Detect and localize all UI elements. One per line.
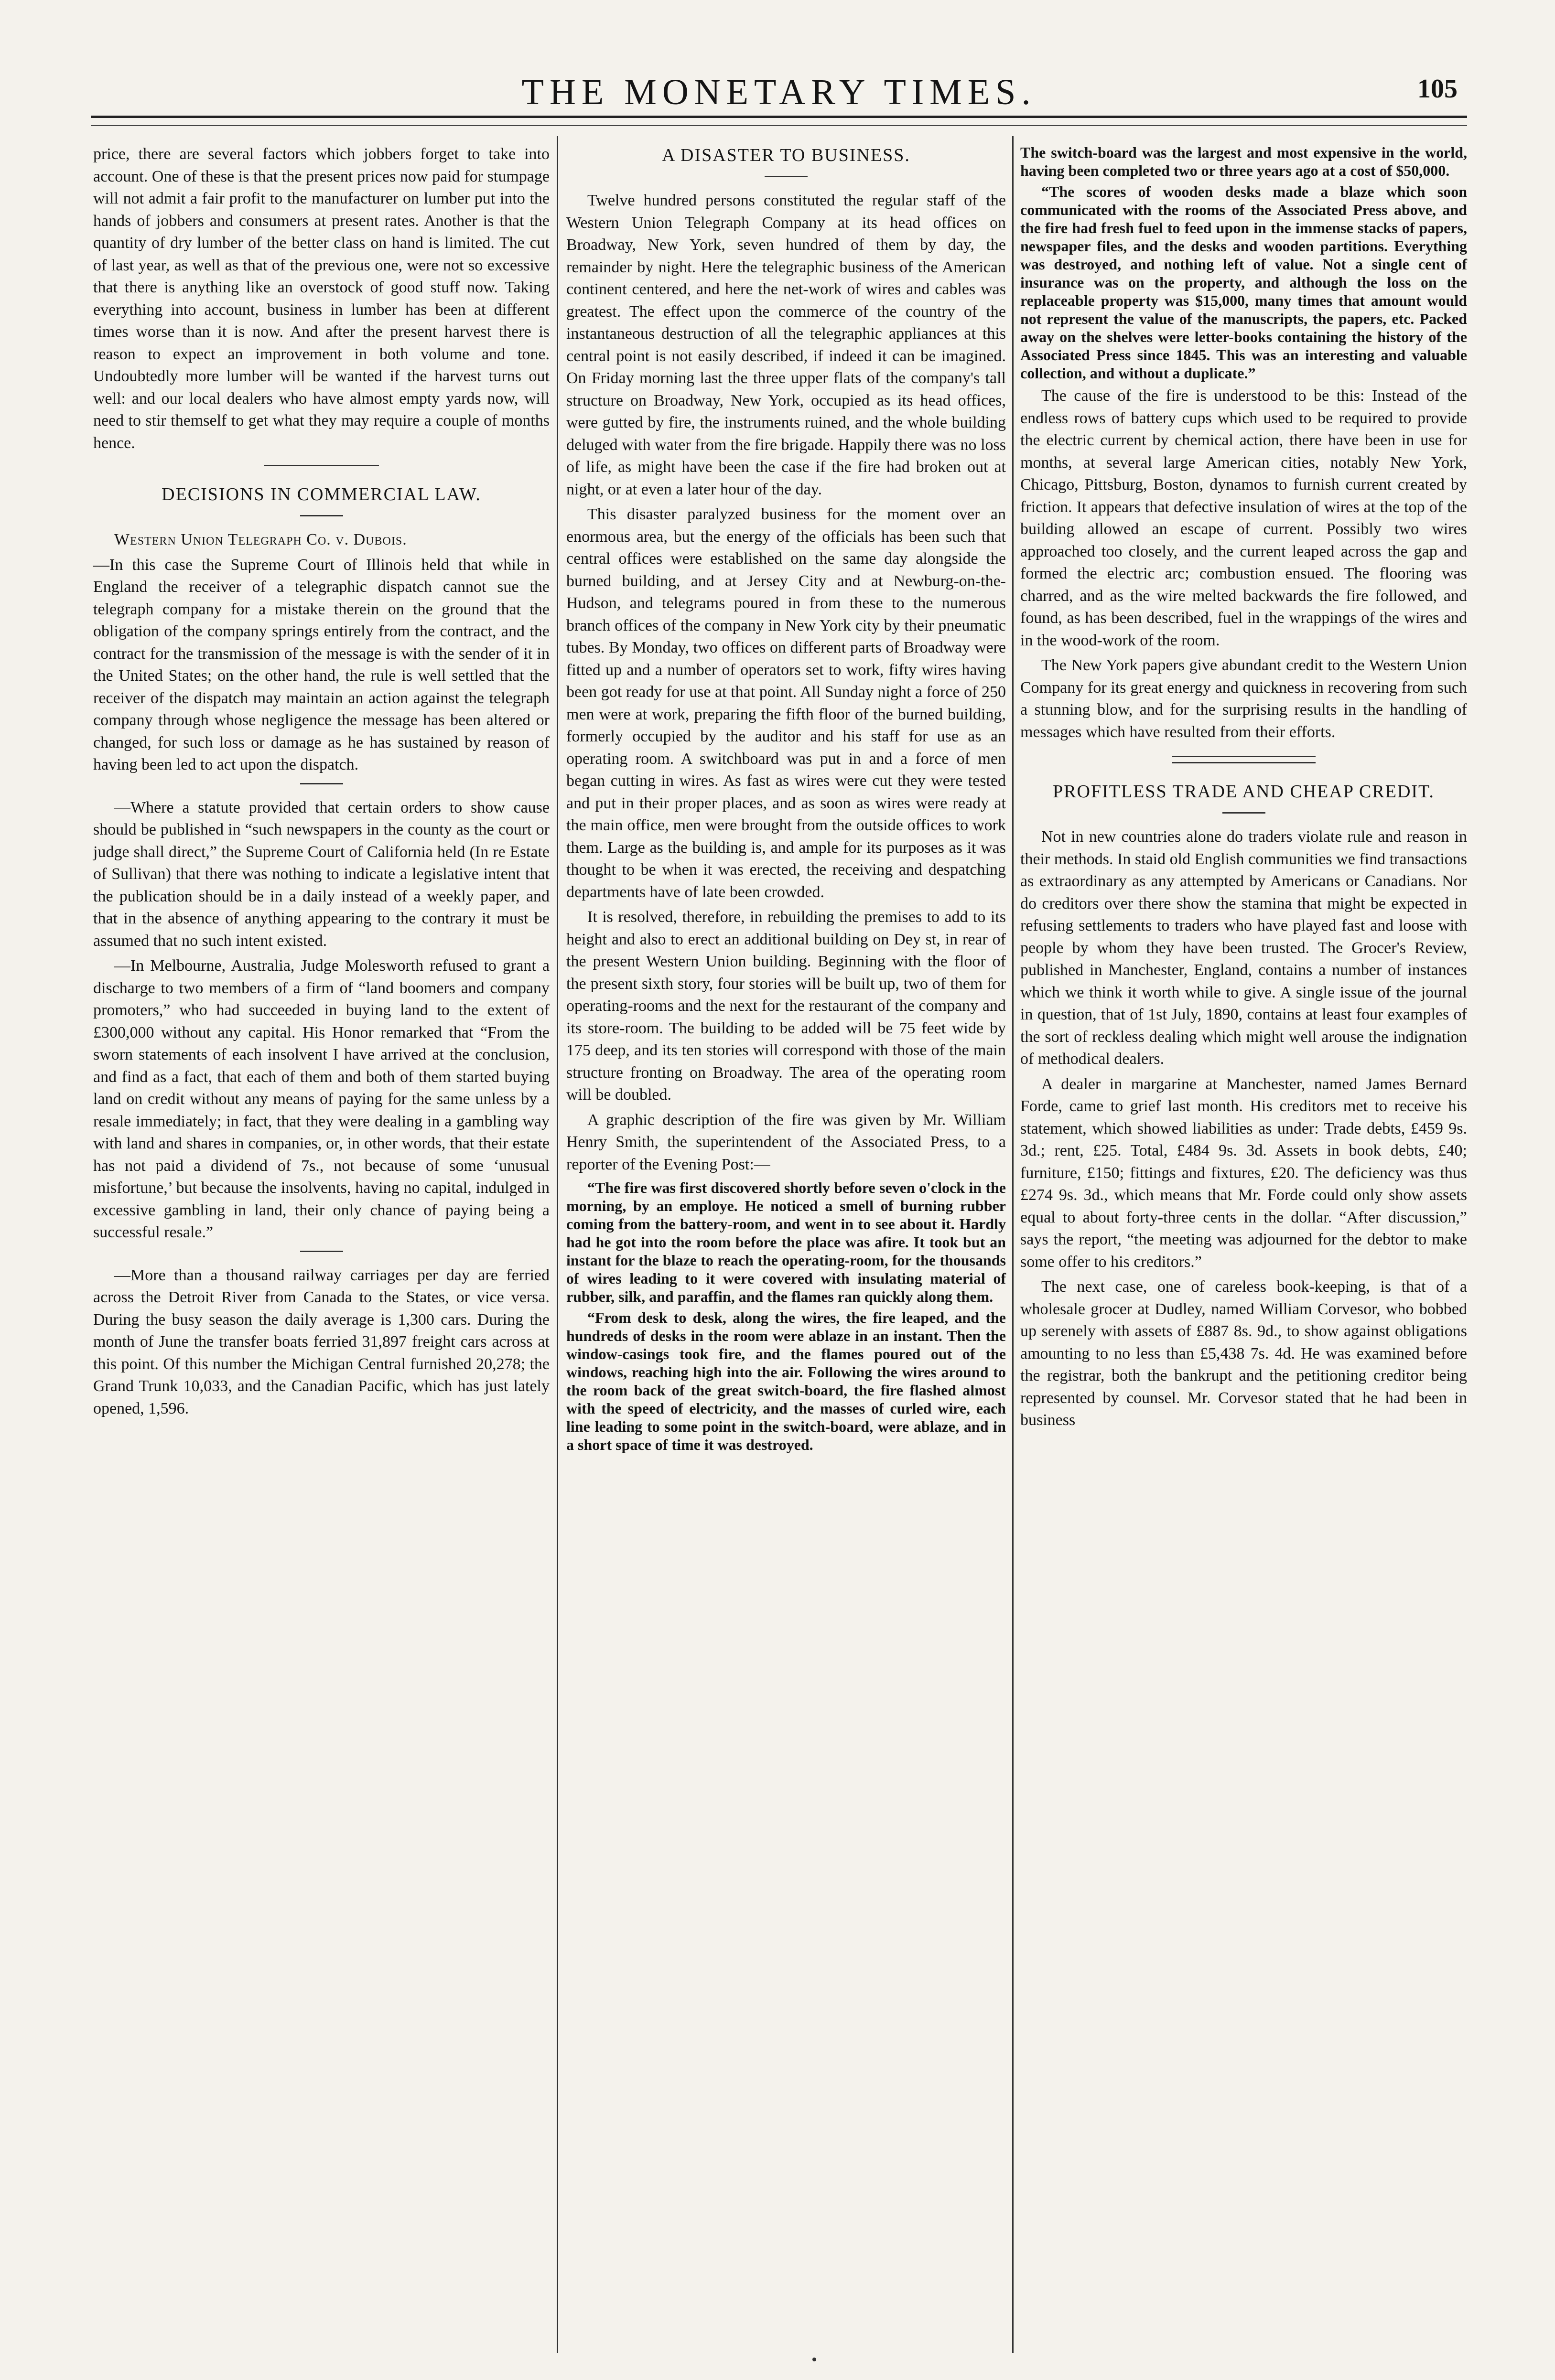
masthead-title: THE MONETARY TIMES. [521,72,1037,112]
separator-short [300,1251,343,1252]
separator-short [765,176,808,177]
col2-paragraph: Twelve hundred persons constituted the regular staff of the Western Union Telegraph Company at its head offices on Broadway, New York, seven hundred of them by day, the remainder by night. Here the telegraphic business of the American continent centered, and here the net-work of wires and cables was greatest. The effect upon the commerce of the country of the instantaneous destruction of all the telegraphic appliances at this central point is not easily described, if indeed it can be imagined. On Friday morning last the three upper flats of the company's tall structure on Broadway, New York, occupied as its head offices, were gutted by fire, the instruments ruined, and the whole building deluged with water from the fire brigade. Happily there was no loss of life, as might have been the case if the fire had broken out at night, or at even a later hour of the day. [566,192,1006,498]
col1-paragraph: price, there are several factors which jobbers forget to take into account. One of these is that the present prices now paid for stumpage will not admit a fair profit to the manufacturer on lumber put into the hands of jobbers and consumers at present rates. Another is that the quantity of dry lumber of the better class on hand is limited. The cut of last year, as well as that of the previous one, were not so excessive that there is anything like an overstock of good stuff now. Taking everything into account, business in lumber has been at different times worse than it is now. And after the present harvest there is reason to expect an improvement in both volume and tone. Undoubtedly more lumber will be wanted if the harvest turns out well: and our local dealers who have almost empty yards now, will need to stir themself to get what they may require a couple of months hence. [93,145,550,452]
separator [264,465,379,466]
col1-paragraph: —In this case the Supreme Court of Illinois held that while in England the receiver of a telegraphic dispatch cannot sue the telegraph company for a mistake therein on the ground that the obligation of the company springs entirely from the contract, and the contract for the transmission of the message is with the sender of it in the United States; on the other hand, the rule is well settled that the receiver of the dispatch may maintain an action against the telegraph company through whose negligence the message has been altered or changed, for such loss or damage as he has sustained by reason of having been led to act upon the dispatch. [93,556,550,773]
col1-paragraph: —In Melbourne, Australia, Judge Molesworth refused to grant a discharge to two members of a firm of “land boomers and company promoters,” who had succeeded in buying land to the extent of £300,000 without any capital. His Honor remarked that “From the sworn statements of each insolvent I have arrived at the conclusion, and find as a fact, that each of them and both of them started buying land on credit without any means of paying for the same unless by a resale immediately; in fact, that they were dealing in a gambling way with land and shares in companies, or, in other words, that their estate has not paid a dividend of 7s., not because of some ‘unusual misfortune,’ but because the insolvents, having no capital, indulged in excessive gambling in land, their only chance of paying being a successful resale.” [93,957,550,1241]
quoted-paragraph: “The fire was first discovered shortly before seven o'clock in the morning, by an employe. He noticed a smell of burning rubber coming from the battery-room, and went in to see about it. Hardly had he got into the room before the place was afire. It took but an instant for the blaze to reach the operating-room, for the thousands of wires leading to it were covered with insulating material of rubber, silk, and paraffin, and the flames ran quickly along them. [566,1179,1006,1305]
col3-paragraph: The next case, one of careless book-keeping, is that of a wholesale grocer at Dudley, named William Corvesor, who bobbed up serenely with assets of £887 8s. 9d., to show against obligations amounting to no less than £5,438 7s. 4d. He was examined before the registrar, both the bankrupt and the petitioning creditor being represented by counsel. Mr. Corvesor stated that he had been in business [1020,1278,1467,1429]
col2-paragraph: A graphic description of the fire was given by Mr. William Henry Smith, the superintendent of the Associated Press, to a reporter of the Evening Post:— [566,1111,1006,1173]
double-separator [1172,756,1316,763]
column-rule-2 [1012,136,1014,2353]
separator-short [300,783,343,784]
separator-short [1222,812,1265,814]
quoted-paragraph: “The scores of wooden desks made a blaze which soon communicated with the rooms of the Associated Press above, and the fire had fresh fuel to feed upon in the immense stacks of papers, newspaper files, and the desks and wooden partitions. Everything was destroyed, and nothing left of value. Not a single cent of insurance was on the property, and although the loss on the replaceable property was $15,000, many times that amount would not represent the value of the manuscripts, the papers, etc. Packed away on the shelves were letter-books containing the history of the Associated Press since 1845. This was an interesting and valuable collection, and without a duplicate.” [1020,183,1467,382]
top-rule-thin [91,125,1467,126]
masthead [91,67,1467,119]
col1-paragraph: —Where a statute provided that certain orders to show cause should be published in “such newspapers in the county as the court or judge shall direct,” the Supreme Court of California held (In re Estate of Sullivan) that there was nothing to indicate a legislative intent that the publication should be in a daily instead of a weekly paper, and that in the absence of anything appearing to the contrary it must be assumed that no such intent existed. [93,798,550,950]
section-heading: DECISIONS IN COMMERCIAL LAW. [162,484,481,504]
col3-paragraph: A dealer in margarine at Manchester, named James Bernard Forde, came to grief last month. His creditors met to receive his statement, which showed liabilities as under: Trade debts, £459 9s. 3d.; rent, £25. Total, £484 9s. 3d. Assets in book debts, £40; furniture, £150; fittings and fixtures, £20. The deficiency was thus £274 9s. 3d., which means that Mr. Forde could only show assets equal to about forty-three cents in the dollar. “After discussion,” says the report, “the meeting was adjourned for the debtor to make some offer to his creditors.” [1020,1075,1467,1271]
separator-short [300,515,343,516]
column-2 [566,143,1006,1457]
page-number: 105 [1417,74,1458,104]
column-1 [93,143,550,1423]
footer-mark [812,2358,816,2361]
column-3 [1020,143,1467,1435]
col2-paragraph: It is resolved, therefore, in rebuilding the premises to add to its height and also to erect an additional building on Dey st, in rear of the present Western Union building. Beginning with the floor of the present sixth story, four stories will be built up, two of them for operating-rooms and the next for the restaurant of the company and its store-room. The building to be added will be 75 feet wide by 175 deep, and its ten stories will correspond with those of the main structure fronting on Broadway. The area of the operating room will be doubled. [566,908,1006,1104]
section-heading: A DISASTER TO BUSINESS. [662,145,910,165]
col3-paragraph: The cause of the fire is understood to be this: Instead of the endless rows of battery cups which used to be required to provide the electric current by chemical action, there have been in use for months, at several large American cities, notably New York, Chicago, Pittsburg, Boston, dynamos to furnish current created by friction. It appears that defective insulation of wires at the top of the building allowed an escape of current. Possibly two wires approached too closely, and the current leaped across the gap and formed the electric arc; combustion ensued. The flooring was charred, and as the wire melted backwards the fire followed, and found, as has been described, fuel in the wrappings of the wires and in the wood-work of the room. [1020,387,1467,649]
col1-paragraph: —More than a thousand railway carriages per day are ferried across the Detroit River from Canada to the States, or vice versa. During the busy season the daily average is 1,300 cars. During the month of June the transfer boats ferried 31,897 freight cars across at this point. Of this number the Michigan Central furnished 20,278; the Grand Trunk 10,033, and the Canadian Pacific, which has just lately opened, 1,596. [93,1266,550,1417]
case-title: Western Union Telegraph Co. v. Dubois. [114,531,407,548]
col3-paragraph: The New York papers give abundant credit to the Western Union Company for its great energy and quickness in recovering from such a stunning blow, and for the surprising results in the handling of messages which have resulted from their efforts. [1020,656,1467,741]
top-rule [91,116,1467,118]
col3-paragraph: Not in new countries alone do traders violate rule and reason in their methods. In staid old English communities we find transactions as extraordinary as any attempted by Americans or Canadians. Nor do creditors over there show the stamina that might be expected in refusing settlements to traders who have played fast and loose with people by whom they have been trusted. The Grocer's Review, published in Manchester, England, contains a number of instances which we think it worth while to give. A single issue of the journal in question, that of 1st July, 1890, contains at least four examples of the sort of reckless dealing which might well arouse the indignation of methodical dealers. [1020,828,1467,1068]
quoted-paragraph: “From desk to desk, along the wires, the fire leaped, and the hundreds of desks in the room were ablaze in an instant. Then the window-casings took fire, and the flames poured out of the windows, reaching high into the air. Following the wires around to the room back of the great switch-board, the fire flashed almost with the speed of electricity, and the masses of curled wire, each line leading to some point in the switch-board, were ablaze, and in a short space of time it was destroyed. [566,1309,1006,1453]
column-rule-1 [557,136,558,2353]
col2-paragraph: This disaster paralyzed business for the moment over an enormous area, but the energy of the officials has been such that central offices were established on the same day alongside the burned building, and at Jersey City and at Newburg-on-the-Hudson, and telegrams poured in from these to the numerous branch offices of the company in New York city by their pneumatic tubes. By Monday, two offices on different parts of Broadway were fitted up and a number of operators set to work, fifty wires having been got ready for use at that point. All Sunday night a force of 250 men were at work, preparing the fifth floor of the burned building, formerly occupied by the auditor and his staff for use as an operating room. A switchboard was put in and a force of men began cutting in wires. As fast as wires were cut they were tested and put in their proper places, and as soon as wires were ready at the main office, men were brought from the outside offices to work them. Large as the building is, and ample for its purposes as it was thought to be when it was erected, the receiving and despatching departments have of late been crowded. [566,505,1006,901]
quoted-paragraph: The switch-board was the largest and most expensive in the world, having been completed two or three years ago at a cost of $50,000. [1020,144,1467,179]
section-heading: PROFITLESS TRADE AND CHEAP CREDIT. [1053,782,1435,802]
